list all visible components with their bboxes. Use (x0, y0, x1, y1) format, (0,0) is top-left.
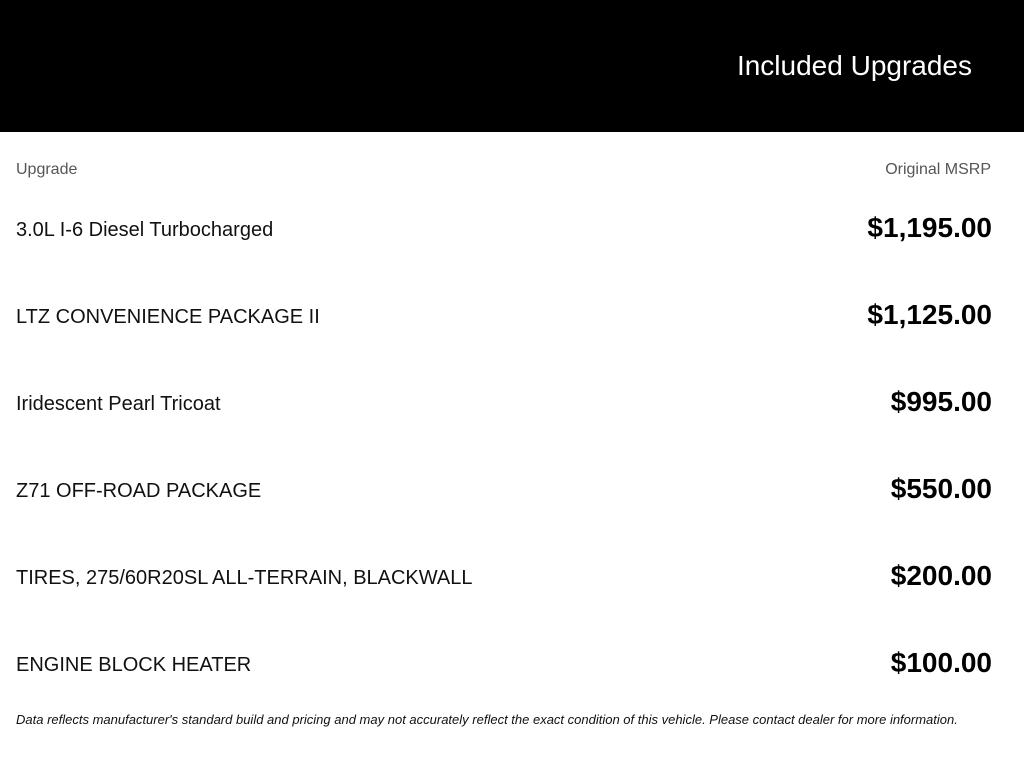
upgrade-name: TIRES, 275/60R20SL ALL-TERRAIN, BLACKWALL (16, 567, 473, 589)
upgrade-name: LTZ CONVENIENCE PACKAGE II (16, 306, 320, 328)
table-row (0, 446, 1024, 533)
upgrade-name: Z71 OFF-ROAD PACKAGE (16, 480, 262, 502)
upgrades-list (0, 185, 1024, 707)
table-row (0, 359, 1024, 446)
table-row (0, 620, 1024, 707)
table-row (0, 185, 1024, 272)
header-bar (0, 0, 1024, 132)
upgrade-name: 3.0L I-6 Diesel Turbocharged (16, 219, 274, 241)
table-row (0, 533, 1024, 620)
page-title: Included Upgrades (736, 50, 972, 81)
upgrade-price: $200.00 (890, 560, 992, 591)
column-header-msrp: Original MSRP (885, 161, 991, 178)
upgrade-price: $100.00 (890, 647, 992, 678)
upgrade-name: Iridescent Pearl Tricoat (16, 393, 221, 415)
upgrade-name: ENGINE BLOCK HEATER (16, 654, 252, 676)
upgrade-price: $995.00 (890, 386, 992, 417)
disclaimer-text: Data reflects manufacturer's standard build and pricing and may not accurately reflect the exact condition of this vehicle. Please contact dealer for more information. (16, 712, 958, 727)
upgrade-price: $550.00 (890, 473, 992, 504)
column-header-upgrade: Upgrade (16, 161, 78, 178)
upgrade-price: $1,125.00 (867, 299, 992, 330)
upgrade-price: $1,195.00 (867, 212, 992, 243)
table-row (0, 272, 1024, 359)
